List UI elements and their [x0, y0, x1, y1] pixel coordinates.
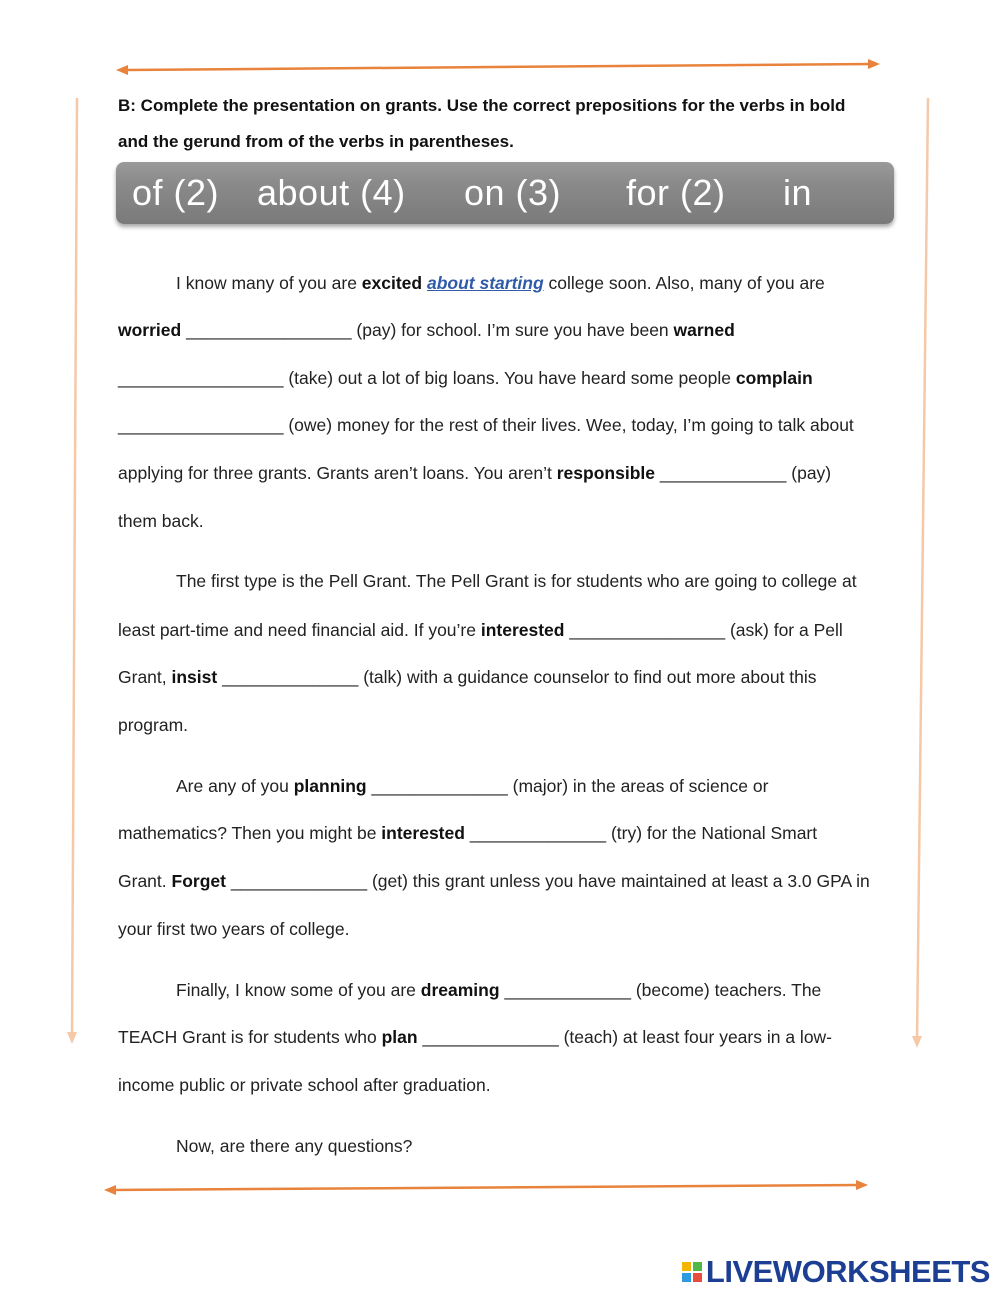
- blank-3[interactable]: _________________: [118, 415, 284, 435]
- p1-line-3: _________________ (take) out a lot of big loans. You have heard some people complain: [118, 368, 813, 388]
- p5-line-1: Now, are there any questions?: [176, 1136, 413, 1156]
- top-arrow-line: [124, 64, 872, 70]
- p4-line-3: income public or private school after graduation.: [118, 1075, 491, 1095]
- bottom-arrow-head-right: [856, 1180, 868, 1190]
- logo-text: LIVEWORKSHEETS: [705, 1254, 990, 1289]
- logo-tile: [693, 1273, 702, 1282]
- p2-line-1: The first type is the Pell Grant. The Pell Grant is for students who are going to college at: [176, 571, 857, 591]
- p1-line-1: I know many of you are excited about starting college soon. Also, many of you are: [176, 273, 825, 293]
- p2-line-2: least part-time and need financial aid. If you’re interested ________________ (ask) for a Pell: [118, 620, 843, 640]
- example-answer: about starting: [426, 273, 544, 293]
- right-arrow-line: [917, 98, 928, 1040]
- blank-10[interactable]: _____________: [504, 980, 631, 1000]
- p4-line-1: Finally, I know some of you are dreaming _____________ (become) teachers. The: [176, 980, 822, 1000]
- instructions: B: Complete the presentation on grants. Use the correct prepositions for the verbs in bold and the gerund from of the verbs in parentheses.: [118, 96, 846, 151]
- right-arrow-head: [912, 1036, 922, 1048]
- liveworksheets-logo: [682, 1252, 990, 1292]
- p4-line-2: TEACH Grant is for students who plan ______________ (teach) at least four years in a low-: [118, 1027, 833, 1047]
- p1-line-5: applying for three grants. Grants aren’t loans. You aren’t responsible _____________ (pay): [118, 463, 832, 483]
- bottom-arrow-head-left: [104, 1185, 116, 1195]
- word-bank-item: about (4): [257, 172, 406, 213]
- top-arrow-head-right: [868, 59, 880, 69]
- blank-9[interactable]: ______________: [230, 871, 368, 891]
- word-bank-item: of (2): [132, 172, 220, 213]
- p3-line-1: Are any of you planning ______________ (major) in the areas of science or: [176, 776, 769, 796]
- logo-icon: [682, 1262, 702, 1282]
- blank-11[interactable]: ______________: [422, 1027, 559, 1047]
- p1-line-4: _________________ (owe) money for the rest of their lives. Wee, today, I’m going to talk about: [118, 415, 854, 435]
- logo-tile: [682, 1262, 691, 1271]
- p2-line-3: Grant, insist ______________ (talk) with a guidance counselor to find out more about this: [118, 667, 817, 687]
- word-bank-item: for (2): [626, 172, 726, 213]
- left-arrow-line: [72, 98, 77, 1036]
- p2-line-4: program.: [118, 715, 189, 735]
- logo-tile: [682, 1273, 691, 1282]
- bottom-arrow-line: [112, 1185, 860, 1190]
- word-bank-item: on (3): [464, 172, 562, 213]
- p3-line-3: Grant. Forget ______________ (get) this grant unless you have maintained at least a 3.0 GPA in: [118, 871, 870, 891]
- p3-line-4: your first two years of college.: [118, 919, 350, 939]
- blank-5[interactable]: ________________: [569, 620, 726, 640]
- blank-7[interactable]: ______________: [371, 776, 508, 796]
- blank-2[interactable]: _________________: [118, 368, 284, 388]
- top-arrow-head-left: [116, 65, 128, 75]
- word-bank-item: in: [783, 172, 813, 213]
- blank-1[interactable]: _________________: [186, 320, 352, 340]
- p1-line-2: worried _________________ (pay) for school. I’m sure you have been warned: [118, 320, 735, 340]
- blank-6[interactable]: ______________: [222, 667, 359, 687]
- blank-8[interactable]: ______________: [469, 823, 607, 843]
- p1-line-6: them back.: [118, 511, 204, 531]
- left-arrow-head: [67, 1032, 77, 1044]
- blank-4[interactable]: _____________: [659, 463, 787, 483]
- word-bank: [116, 162, 894, 224]
- p3-line-2: mathematics? Then you might be interested ______________ (try) for the National Smart: [118, 823, 818, 843]
- logo-tile: [693, 1262, 702, 1271]
